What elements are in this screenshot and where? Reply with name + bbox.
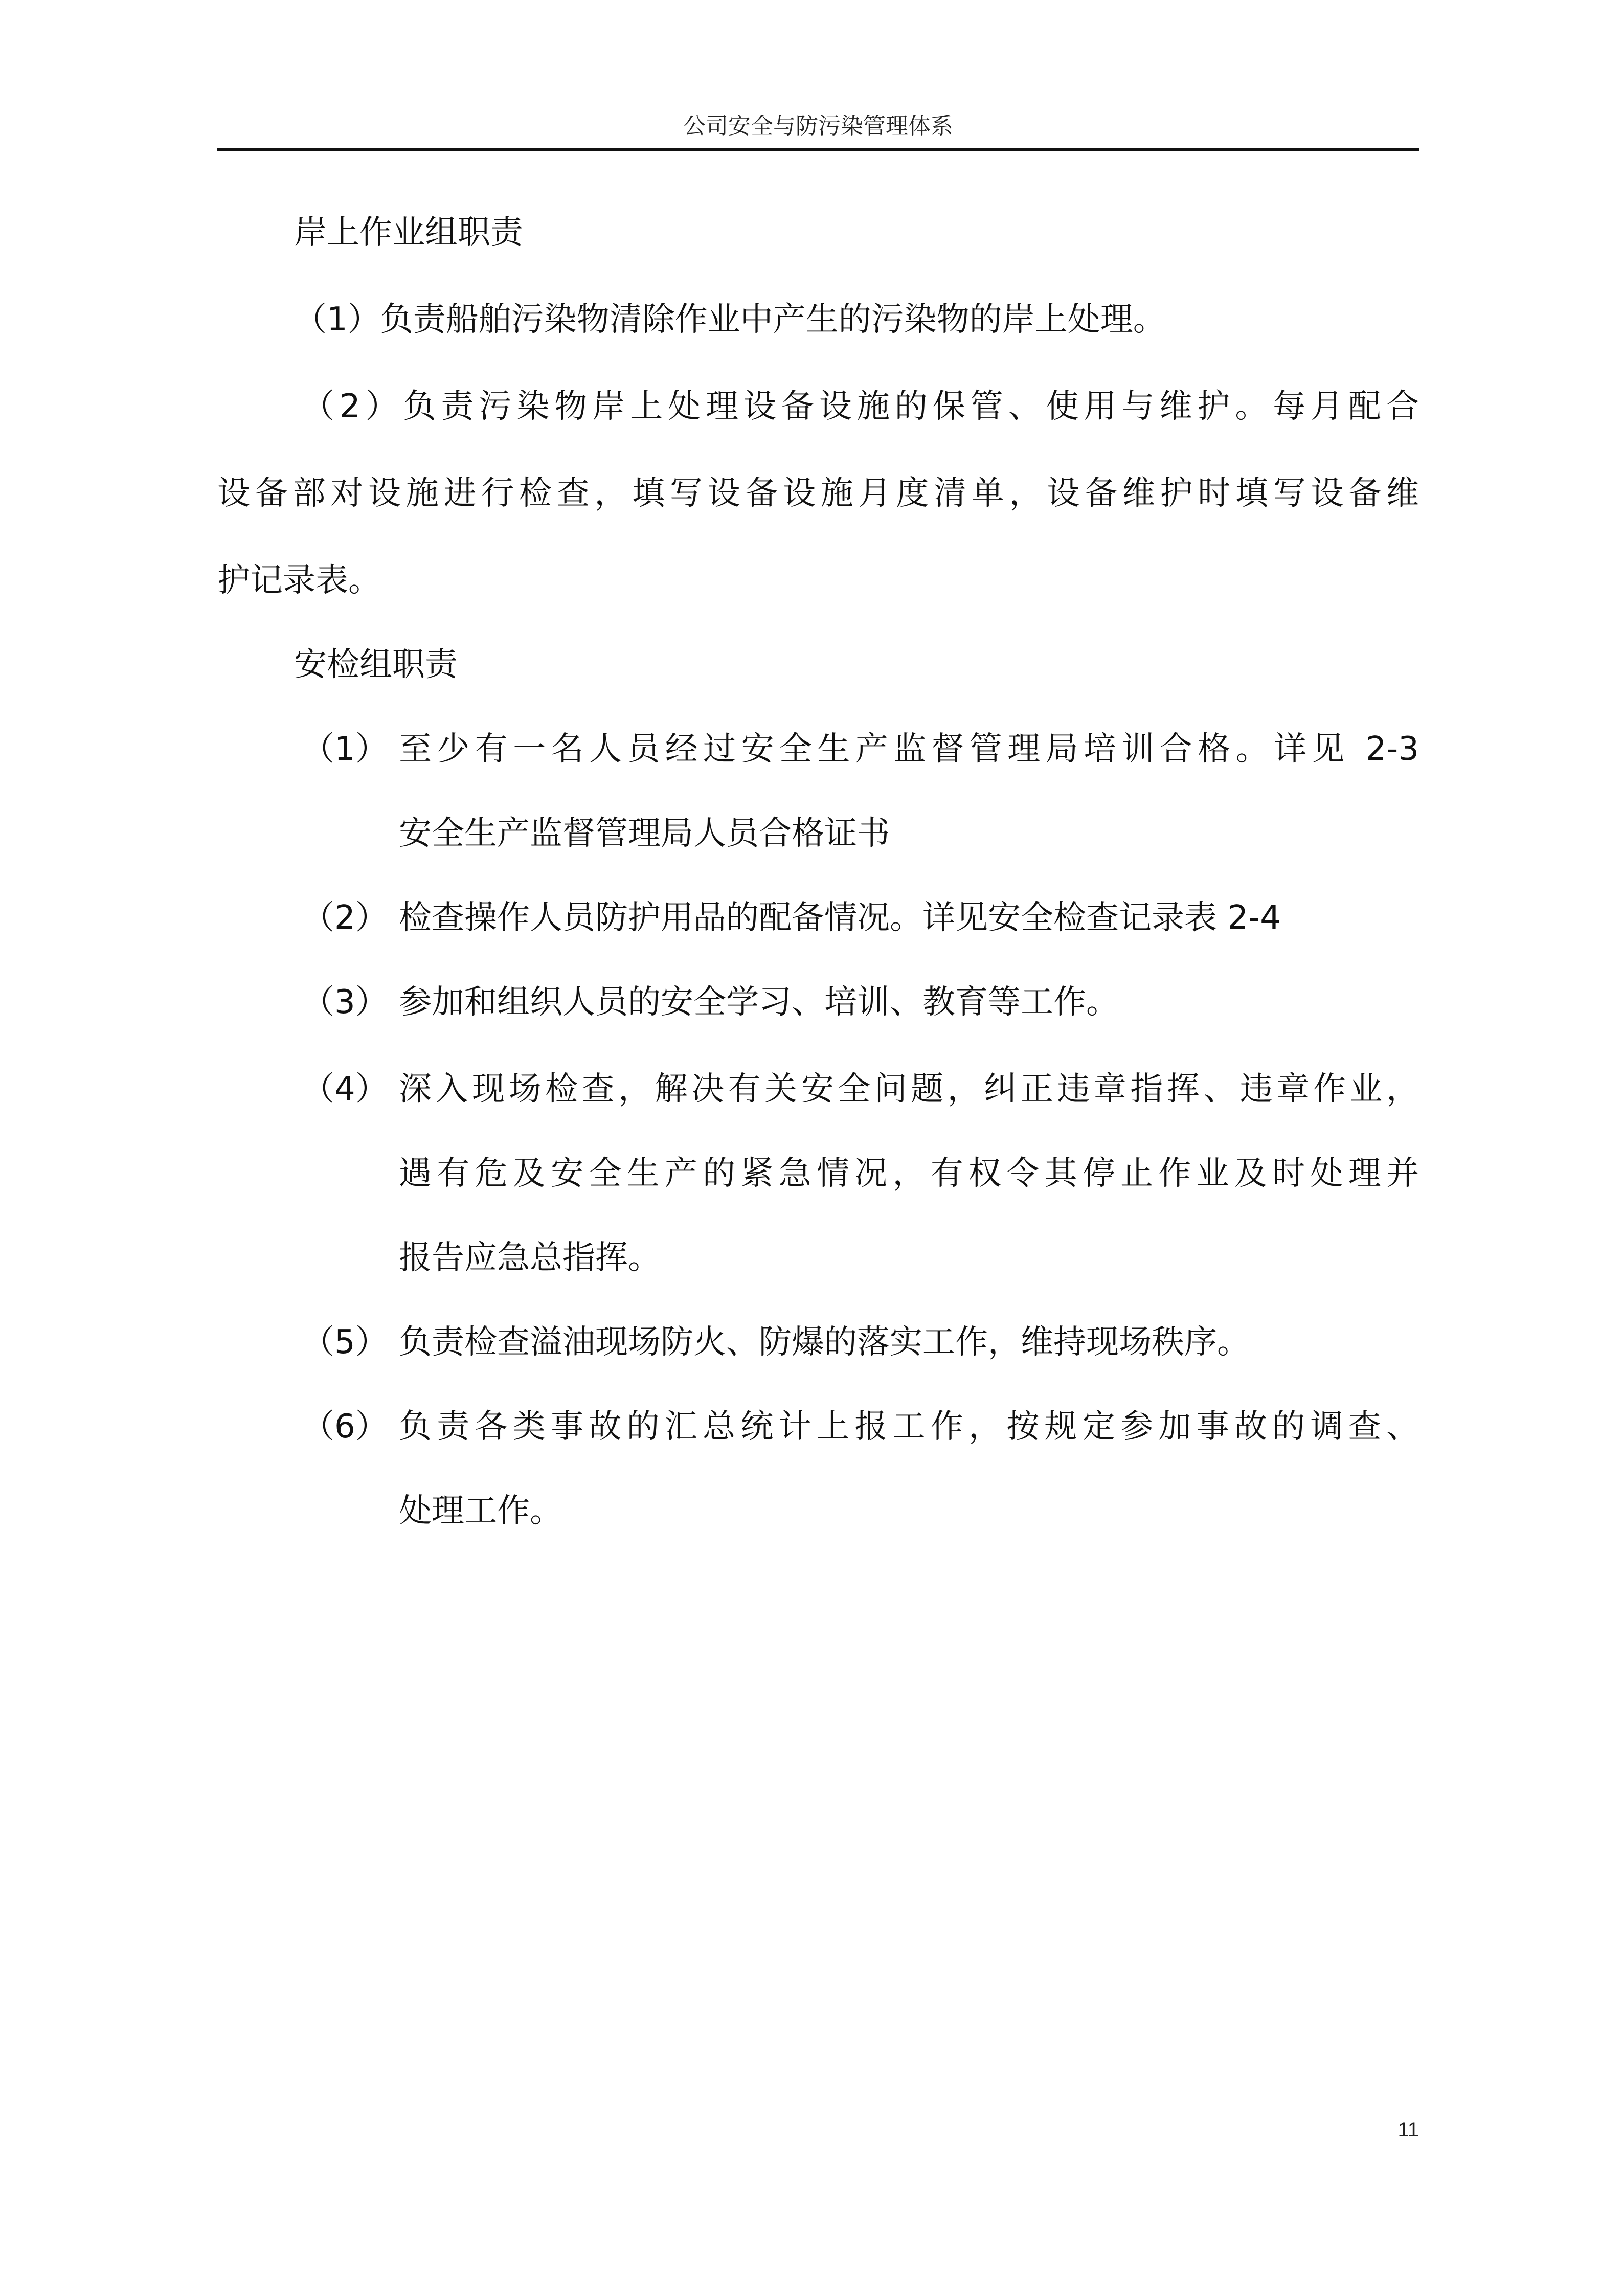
shore-item-2-line-3: 护记录表。 xyxy=(217,561,381,599)
safety-item-5-number: （5） xyxy=(302,1323,388,1361)
shore-item-2-line-1: （2）负责污染物岸上处理设备设施的保管、使用与维护。每月配合 xyxy=(302,388,1419,425)
safety-item-1-number: （1） xyxy=(302,730,388,768)
page-header xyxy=(217,112,1419,151)
page-number: 11 xyxy=(1397,2119,1419,2141)
section-heading-shore: 岸上作业组职责 xyxy=(294,214,523,252)
safety-item-3-number: （3） xyxy=(302,983,388,1021)
shore-item-2-line-2: 设备部对设施进行检查，填写设备设施月度清单，设备维护时填写设备维 xyxy=(217,475,1419,512)
safety-item-2-line-1: 检查操作人员防护用品的配备情况。详见安全检查记录表 2-4 xyxy=(399,899,1281,937)
safety-item-4-line-2: 遇有危及安全生产的紧急情况，有权令其停止作业及时处理并 xyxy=(399,1155,1419,1192)
section-heading-safety: 安检组职责 xyxy=(294,646,458,684)
safety-item-4-number: （4） xyxy=(302,1070,388,1108)
safety-item-6-line-1: 负责各类事故的汇总统计上报工作，按规定参加事故的调查、 xyxy=(399,1408,1419,1446)
safety-item-2-number: （2） xyxy=(302,899,388,937)
safety-item-5-line-1: 负责检查溢油现场防火、防爆的落实工作，维持现场秩序。 xyxy=(399,1323,1250,1361)
header-title: 公司安全与防污染管理体系 xyxy=(683,113,953,139)
safety-item-6-number: （6） xyxy=(302,1408,388,1446)
safety-item-4-line-1: 深入现场检查，解决有关安全问题，纠正违章指挥、违章作业， xyxy=(399,1070,1419,1108)
safety-item-1-line-2: 安全生产监督管理局人员合格证书 xyxy=(399,815,890,852)
safety-item-1-line-1: 至少有一名人员经过安全生产监督管理局培训合格。详见 2-3 xyxy=(399,730,1419,768)
shore-item-1: （1）负责船舶污染物清除作业中产生的污染物的岸上处理。 xyxy=(294,301,1166,339)
safety-item-6-line-2: 处理工作。 xyxy=(399,1492,562,1530)
safety-item-3-line-1: 参加和组织人员的安全学习、培训、教育等工作。 xyxy=(399,983,1119,1021)
safety-item-4-line-3: 报告应急总指挥。 xyxy=(399,1239,661,1277)
